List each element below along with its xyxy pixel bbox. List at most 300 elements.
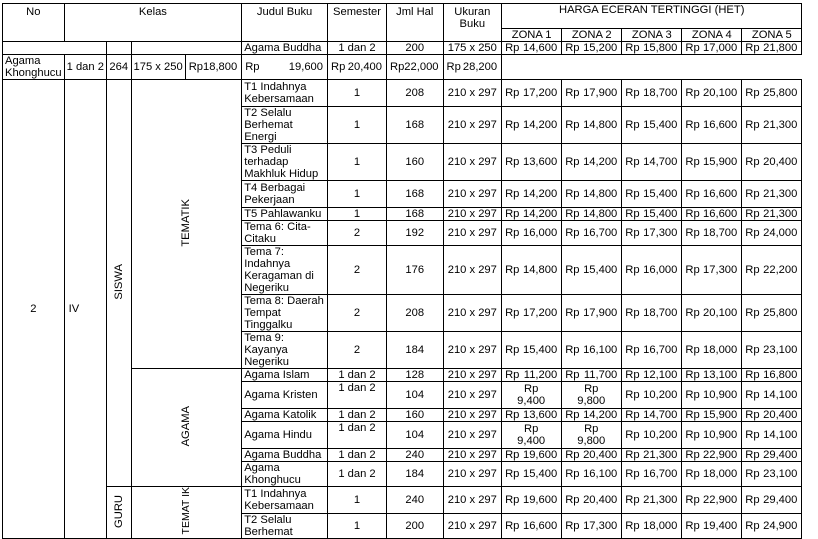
price-value: 17,300 <box>703 264 738 276</box>
currency-label: Rp <box>745 188 760 200</box>
currency-label: Rp <box>584 423 599 435</box>
price-zona-3 <box>622 144 682 181</box>
currency-label: Rp <box>685 264 700 276</box>
currency-label: Rp <box>505 42 520 54</box>
price-zona-1 <box>502 382 562 409</box>
price-value: 24,900 <box>763 520 798 532</box>
currency-label: Rp <box>625 429 640 441</box>
blank-cell <box>106 42 131 55</box>
currency-label: Rp <box>625 409 640 421</box>
price-zona-5 <box>742 42 802 55</box>
pages-cell: 240 <box>386 487 443 514</box>
book-title: Tema 6: Cita-Citaku <box>242 221 328 246</box>
price-value: 21,300 <box>643 494 678 506</box>
price-zona-4 <box>386 55 443 80</box>
price-zona-1 <box>502 246 562 295</box>
pages-cell: 200 <box>386 42 443 55</box>
price-zona-4 <box>682 369 742 382</box>
price-zona-3 <box>622 409 682 422</box>
price-value: 16,100 <box>583 468 618 480</box>
price-zona-4 <box>682 246 742 295</box>
book-title: T3 Peduli terhadap Makhluk Hidup <box>242 144 328 181</box>
price-value: 16,000 <box>643 264 678 276</box>
price-zona-2 <box>562 42 622 55</box>
price-value: 9,800 <box>577 435 606 447</box>
book-title: T4 Berbagai Pekerjaan <box>242 181 328 208</box>
currency-label: Rp <box>505 264 520 276</box>
header-zona-2: ZONA 2 <box>562 29 622 42</box>
price-zona-3 <box>622 42 682 55</box>
pages-cell: 104 <box>386 382 443 409</box>
currency-label: Rp <box>745 119 760 131</box>
agama-label: AGAMA <box>131 369 242 487</box>
book-title: T1 Indahnya Kebersamaan <box>242 80 328 107</box>
size-cell: 210 x 297 <box>443 514 502 539</box>
currency-label: Rp <box>505 119 520 131</box>
currency-label: Rp <box>685 119 700 131</box>
price-value: 14,100 <box>763 429 798 441</box>
semester-cell: 2 <box>327 221 386 246</box>
price-value: 15,400 <box>522 344 558 356</box>
currency-label: Rp <box>330 61 346 73</box>
semester-cell: 2 <box>327 295 386 332</box>
price-value: 15,400 <box>522 468 558 480</box>
price-zona-2 <box>562 144 622 181</box>
price-zona-4 <box>682 332 742 369</box>
price-zona-5 <box>742 295 802 332</box>
price-value: 18,700 <box>643 87 678 99</box>
currency-label: Rp <box>685 369 700 381</box>
price-value: 21,300 <box>763 208 798 220</box>
size-cell: 210 x 297 <box>443 181 502 208</box>
price-zona-4 <box>682 382 742 409</box>
currency-label: Rp <box>389 61 405 73</box>
price-zona-5 <box>742 181 802 208</box>
price-zona-3 <box>622 221 682 246</box>
price-value: 16,700 <box>583 227 618 239</box>
price-zona-4 <box>682 107 742 144</box>
price-zona-1 <box>502 332 562 369</box>
price-zona-1 <box>502 107 562 144</box>
book-title: T2 Selalu Berhemat <box>242 514 328 539</box>
price-value: 19,600 <box>522 449 558 461</box>
price-value: 16,600 <box>703 188 738 200</box>
book-title: T1 Indahnya Kebersamaan <box>242 487 328 514</box>
currency-label: Rp <box>625 494 640 506</box>
price-value: 9,400 <box>517 395 546 407</box>
currency-label: Rp <box>505 449 520 461</box>
price-zona-5 <box>742 449 802 462</box>
price-zona-1 <box>502 144 562 181</box>
price-value: 17,900 <box>583 87 618 99</box>
book-title: Agama Buddha <box>242 42 328 55</box>
price-value: 13,100 <box>703 369 738 381</box>
currency-label: Rp <box>625 520 640 532</box>
price-value: 11,200 <box>523 369 558 381</box>
price-zona-2 <box>562 514 622 539</box>
price-zona-4 <box>682 514 742 539</box>
header-no: No <box>3 4 65 42</box>
header-zona-3: ZONA 3 <box>622 29 682 42</box>
price-value: 10,900 <box>703 389 738 401</box>
size-cell: 210 x 297 <box>443 487 502 514</box>
currency-label: Rp <box>685 449 700 461</box>
price-value: 21,300 <box>763 119 798 131</box>
price-zona-1 <box>502 80 562 107</box>
currency-label: Rp <box>625 156 640 168</box>
header-jml-hal: Jml Hal <box>386 4 443 42</box>
currency-label: Rp <box>565 264 580 276</box>
price-zona-2 <box>242 55 328 80</box>
price-zona-5 <box>742 246 802 295</box>
price-value: 25,800 <box>763 307 798 319</box>
price-zona-4 <box>682 449 742 462</box>
price-zona-5 <box>742 422 802 449</box>
price-zona-5 <box>742 487 802 514</box>
price-value: 16,000 <box>522 227 558 239</box>
currency-label: Rp <box>505 208 520 220</box>
currency-label: Rp <box>685 468 700 480</box>
price-value: 9,400 <box>517 435 546 447</box>
price-value: 18,000 <box>643 520 678 532</box>
price-zona-3 <box>622 246 682 295</box>
currency-label: Rp <box>685 409 700 421</box>
price-zona-3 <box>622 462 682 487</box>
currency-label: Rp <box>685 344 700 356</box>
currency-label: Rp <box>565 42 580 54</box>
semester-cell: 1 <box>327 208 386 221</box>
currency-label: Rp <box>505 156 520 168</box>
pages-cell: 104 <box>386 422 443 449</box>
price-zona-1 <box>502 514 562 539</box>
size-cell: 175 x 250 <box>443 42 502 55</box>
price-value: 16,100 <box>583 344 618 356</box>
price-zona-5 <box>742 369 802 382</box>
book-title: T2 Selalu Berhemat Energi <box>242 107 328 144</box>
semester-cell: 1 <box>327 107 386 144</box>
price-value: 15,900 <box>703 156 738 168</box>
price-zona-2 <box>562 449 622 462</box>
currency-label: Rp <box>565 520 580 532</box>
price-value: 14,800 <box>583 188 618 200</box>
price-zona-1 <box>502 369 562 382</box>
price-value: 19,600 <box>288 61 323 73</box>
price-value: 20,400 <box>763 409 798 421</box>
currency-label: Rp <box>745 389 760 401</box>
book-title: Tema 7: Indahnya Keragaman di Negeriku <box>242 246 328 295</box>
price-value: 15,400 <box>643 119 678 131</box>
price-zona-5 <box>742 409 802 422</box>
price-value: 29,400 <box>763 494 798 506</box>
table-row <box>3 487 818 514</box>
price-value: 18,700 <box>643 307 678 319</box>
price-zona-3 <box>622 449 682 462</box>
currency-label: Rp <box>625 468 640 480</box>
price-value: 17,200 <box>522 307 558 319</box>
price-zona-3 <box>622 369 682 382</box>
price-zona-3 <box>622 514 682 539</box>
currency-label: Rp <box>625 208 640 220</box>
price-value: 16,600 <box>522 520 558 532</box>
semester-cell: 2 <box>327 246 386 295</box>
semester-cell: 1 dan 2 <box>327 42 386 55</box>
header-kelas: Kelas <box>64 4 242 42</box>
price-zona-4 <box>682 181 742 208</box>
price-zona-2 <box>562 332 622 369</box>
book-title: Agama Islam <box>242 369 328 382</box>
price-value: 14,700 <box>643 409 678 421</box>
currency-label: Rp <box>565 468 580 480</box>
price-zona-4 <box>682 295 742 332</box>
tematik-label: TEMATIK <box>131 80 242 369</box>
semester-cell: 1 dan 2 <box>327 409 386 422</box>
semester-cell: 1 dan 2 <box>64 55 106 80</box>
price-value: 15,400 <box>643 188 678 200</box>
row-number: 2 <box>3 80 65 539</box>
currency-label: Rp <box>745 42 760 54</box>
currency-label: Rp <box>505 369 520 381</box>
pages-cell: 200 <box>386 514 443 539</box>
price-value: 10,200 <box>643 429 678 441</box>
size-cell: 210 x 297 <box>443 80 502 107</box>
book-title: Agama Hindu <box>242 422 328 449</box>
price-zona-5 <box>742 80 802 107</box>
price-zona-1 <box>502 409 562 422</box>
currency-label: Rp <box>745 449 760 461</box>
currency-label: Rp <box>745 307 760 319</box>
price-zona-2 <box>562 382 622 409</box>
currency-label: Rp <box>523 383 539 395</box>
guru-label: GURU <box>106 487 131 539</box>
pages-cell: 184 <box>386 332 443 369</box>
price-value: 11,700 <box>583 369 618 381</box>
size-cell: 210 x 297 <box>443 144 502 181</box>
currency-label: Rp <box>685 389 700 401</box>
price-value: 22,000 <box>404 61 439 73</box>
price-zona-1 <box>185 55 242 80</box>
currency-label: Rp <box>625 188 640 200</box>
header-zona-4: ZONA 4 <box>682 29 742 42</box>
price-value: 10,200 <box>643 389 678 401</box>
price-zona-1 <box>502 487 562 514</box>
currency-label: Rp <box>565 156 580 168</box>
table-row <box>3 80 818 107</box>
currency-label: Rp <box>685 208 700 220</box>
semester-cell: 1 dan 2 <box>327 382 386 409</box>
price-value: 15,400 <box>583 264 618 276</box>
price-zona-3 <box>327 55 386 80</box>
size-cell: 210 x 297 <box>443 208 502 221</box>
price-value: 17,300 <box>583 520 618 532</box>
pages-cell: 264 <box>106 55 131 80</box>
price-value: 15,400 <box>643 208 678 220</box>
size-cell: 210 x 297 <box>443 221 502 246</box>
price-zona-5 <box>742 221 802 246</box>
currency-label: Rp <box>625 264 640 276</box>
price-value: 18,000 <box>703 468 738 480</box>
price-value: 16,700 <box>643 344 678 356</box>
table-row <box>3 42 818 55</box>
price-value: 20,400 <box>583 494 618 506</box>
price-value: 18,800 <box>203 61 238 73</box>
price-value: 14,800 <box>583 119 618 131</box>
price-zona-4 <box>682 462 742 487</box>
price-value: 14,700 <box>643 156 678 168</box>
semester-cell: 1 dan 2 <box>327 449 386 462</box>
currency-label: Rp <box>584 383 599 395</box>
price-zona-5 <box>742 332 802 369</box>
price-value: 19,400 <box>703 520 738 532</box>
price-value: 9,800 <box>577 395 606 407</box>
price-value: 18,700 <box>703 227 738 239</box>
currency-label: Rp <box>505 87 520 99</box>
book-title: Agama Buddha <box>242 449 328 462</box>
price-value: 15,900 <box>703 409 738 421</box>
pages-cell: 192 <box>386 221 443 246</box>
currency-label: Rp <box>565 87 580 99</box>
currency-label: Rp <box>685 520 700 532</box>
pages-cell: 168 <box>386 181 443 208</box>
price-zona-3 <box>622 107 682 144</box>
currency-label: Rp <box>745 494 760 506</box>
price-value: 15,200 <box>583 42 618 54</box>
table-row <box>3 55 818 80</box>
price-value: 20,400 <box>583 449 618 461</box>
header-zona-1: ZONA 1 <box>502 29 562 42</box>
price-value: 22,200 <box>763 264 798 276</box>
price-value: 14,200 <box>522 119 558 131</box>
price-value: 20,400 <box>347 61 382 73</box>
currency-label: Rp <box>565 369 580 381</box>
price-value: 15,800 <box>643 42 678 54</box>
pages-cell: 168 <box>386 208 443 221</box>
currency-label: Rp <box>446 61 461 73</box>
pages-cell: 168 <box>386 107 443 144</box>
semester-cell: 1 dan 2 <box>327 422 386 449</box>
price-value: 14,100 <box>763 389 798 401</box>
price-zona-4 <box>682 487 742 514</box>
currency-label: Rp <box>745 520 760 532</box>
price-value: 25,800 <box>763 87 798 99</box>
price-value: 20,100 <box>703 87 738 99</box>
price-value: 21,800 <box>763 42 798 54</box>
price-value: 14,800 <box>522 264 558 276</box>
price-value: 21,300 <box>763 188 798 200</box>
price-zona-1 <box>502 462 562 487</box>
price-zona-3 <box>622 295 682 332</box>
currency-label: Rp <box>745 156 760 168</box>
price-value: 14,200 <box>522 188 558 200</box>
price-value: 17,900 <box>583 307 618 319</box>
semester-cell: 1 <box>327 181 386 208</box>
blank-cell <box>131 42 242 55</box>
price-zona-2 <box>562 80 622 107</box>
book-title: Tema 8: Daerah Tempat Tinggalku <box>242 295 328 332</box>
size-cell: 210 x 297 <box>443 332 502 369</box>
currency-label: Rp <box>625 307 640 319</box>
currency-label: Rp <box>685 87 700 99</box>
price-zona-4 <box>682 80 742 107</box>
size-cell: 210 x 297 <box>443 295 502 332</box>
price-zona-5 <box>742 144 802 181</box>
price-zona-5 <box>742 514 802 539</box>
currency-label: Rp <box>745 208 760 220</box>
currency-label: Rp <box>523 423 539 435</box>
currency-label: Rp <box>745 227 760 239</box>
price-zona-2 <box>562 422 622 449</box>
currency-label: Rp <box>625 369 640 381</box>
book-title: T5 Pahlawanku <box>242 208 328 221</box>
price-value: 17,300 <box>643 227 678 239</box>
price-value: 23,100 <box>763 468 798 480</box>
blank-cell <box>3 42 107 55</box>
currency-label: Rp <box>625 119 640 131</box>
size-cell: 210 x 297 <box>443 409 502 422</box>
size-cell: 210 x 297 <box>443 449 502 462</box>
price-zona-3 <box>622 487 682 514</box>
currency-label: Rp <box>625 42 640 54</box>
size-cell: 210 x 297 <box>443 246 502 295</box>
currency-label: Rp <box>565 307 580 319</box>
price-zona-2 <box>562 181 622 208</box>
price-value: 16,700 <box>643 468 678 480</box>
currency-label: Rp <box>245 61 260 73</box>
price-zona-3 <box>622 80 682 107</box>
currency-label: Rp <box>625 87 640 99</box>
price-value: 12,100 <box>643 369 678 381</box>
price-value: 14,800 <box>583 208 618 220</box>
price-value: 16,600 <box>703 208 738 220</box>
price-value: 28,200 <box>462 61 498 73</box>
price-zona-1 <box>502 42 562 55</box>
price-value: 13,600 <box>522 156 558 168</box>
header-ukuran-buku: Ukuran Buku <box>443 4 502 42</box>
price-value: 17,200 <box>522 87 558 99</box>
pages-cell: 160 <box>386 409 443 422</box>
header-semester: Semester <box>327 4 386 42</box>
currency-label: Rp <box>505 468 520 480</box>
price-value: 20,100 <box>703 307 738 319</box>
price-zona-2 <box>562 221 622 246</box>
price-zona-5 <box>742 462 802 487</box>
currency-label: Rp <box>505 227 520 239</box>
pages-cell: 208 <box>386 80 443 107</box>
currency-label: Rp <box>745 344 760 356</box>
price-value: 16,800 <box>763 369 798 381</box>
price-zona-5 <box>742 107 802 144</box>
semester-cell: 1 dan 2 <box>327 369 386 382</box>
semester-cell: 1 <box>327 80 386 107</box>
currency-label: Rp <box>505 520 520 532</box>
currency-label: Rp <box>565 449 580 461</box>
book-title: Agama Khonghucu <box>242 462 328 487</box>
semester-cell: 1 <box>327 144 386 181</box>
pages-cell: 184 <box>386 462 443 487</box>
price-zona-3 <box>622 382 682 409</box>
currency-label: Rp <box>505 409 520 421</box>
price-value: 10,900 <box>703 429 738 441</box>
size-cell: 210 x 297 <box>443 462 502 487</box>
currency-label: Rp <box>745 264 760 276</box>
price-zona-1 <box>502 208 562 221</box>
semester-cell: 1 <box>327 487 386 514</box>
currency-label: Rp <box>565 208 580 220</box>
currency-label: Rp <box>505 307 520 319</box>
currency-label: Rp <box>565 119 580 131</box>
currency-label: Rp <box>565 227 580 239</box>
header-judul-buku: Judul Buku <box>242 4 328 42</box>
size-cell: 210 x 297 <box>443 107 502 144</box>
